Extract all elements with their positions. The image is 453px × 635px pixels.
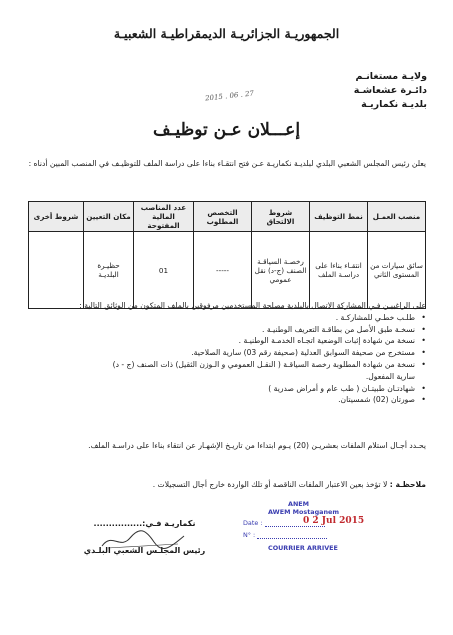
table-row [29, 232, 426, 309]
header-specialty: التخصص المطلوب [194, 202, 252, 232]
list-item: • طلـب خطـي للمشاركـة . [24, 312, 426, 324]
cell-job-title: سائق سيارات من المستوى الثاني [368, 232, 426, 309]
positions-table [28, 201, 426, 309]
cell-conditions: رخصـة السياقـة الصنف (ج-د) نقل عمومي [252, 232, 310, 309]
reception-stamp [243, 500, 373, 556]
stamp-agency-full: AWEM Mostaganem [268, 508, 340, 516]
header-open-positions: عدد المناصب المالية المفتوحة [134, 202, 194, 232]
signature-scribble [98, 528, 188, 552]
signature-place: نكماريـة فـي:................ [93, 519, 196, 528]
cell-other-conditions [29, 232, 84, 309]
list-item: • مستخرج من صحيفة السوابق العدلية (صحيفة رقم 03) سارية الصلاحية. [24, 347, 426, 359]
cell-recruitment-mode: انتقـاء بناءا على دراسـة الملف [310, 232, 368, 309]
list-item: • نسخة من شهادة المطلوبة رخصة السياقـة ( النقـل العمومي و الـوزن الثقيل) ذات الصنف (ج - د) [24, 359, 426, 371]
list-item-continuation: سارية المفعول. [365, 371, 415, 381]
documents-lead: على الراغبيـن فـي المشاركة الاتصال بالبلدية مصلحة المستخدمين مرفوقين بالملف المتكون من الوثائق التالية : [79, 301, 426, 310]
required-documents [24, 300, 426, 406]
note-text: لا تؤخذ بعين الاعتبار الملفات الناقصة أو تلك الواردة خارج أجال التسجيلات . [152, 480, 388, 489]
district-label: دائـرة عشعاشـة [353, 85, 427, 96]
announcement-title: إعـــلان عـن توظيـف [152, 120, 301, 140]
intro-paragraph: يعلن رئيس المجلس الشعبي البلدي لبلديـة نكماريـة عـن فتح انتقـاء بناءا على دراسة الملف للتوظيـف في المنصب المبين أدناه : [28, 159, 426, 168]
province-label: ولايـة مستغانـم [355, 71, 427, 82]
documents-list [24, 312, 426, 406]
republic-heading: الجمهوريـة الجزائريـة الديمقراطيـة الشعبيـة [113, 26, 340, 41]
header-other-conditions: شروط أخرى [29, 202, 84, 232]
stamp-agency: ANEM [288, 500, 310, 508]
stamp-date-value: 0 2 Jul 2015 [303, 516, 365, 526]
list-item: • نسخـة طبق الأصل من بطاقـة التعريف الوطنيـة . [24, 324, 426, 336]
header-location: مكان التعيين [84, 202, 134, 232]
list-item: • نسخة من شهادة إثبات الوضعية اتجـاه الخدمـة الوطنيـة . [24, 335, 426, 347]
cell-location: حظيـرة البلديـة [84, 232, 134, 309]
header-job-title: منصب العمـل [368, 202, 426, 232]
header-conditions: شروط الالتحاق [252, 202, 310, 232]
list-item: • شهادتـان طبيتـان ( طب عام و أمراض صدرية ) [24, 383, 426, 395]
signature-role: رئيس المجلـس الشعبي البلـدي [83, 546, 206, 555]
municipality-label: بلديـة نكماريـة [361, 99, 427, 110]
table-header-row [29, 202, 426, 232]
handwritten-reference: 2015 . 06 . 27 [204, 89, 255, 103]
stamp-date-label: Date : [243, 519, 325, 527]
administrative-header [354, 70, 427, 112]
header-recruitment-mode: نمط التوظيف [310, 202, 368, 232]
cell-open-positions: 01 [134, 232, 194, 309]
note-label: ملاحظـة : [389, 480, 426, 489]
stamp-mail-label: COURRIER ARRIVEE [268, 544, 338, 552]
list-item: • صورتان (02) شمسيتان. [24, 394, 426, 406]
stamp-number-label: N° : [243, 531, 327, 539]
cell-specialty: ----- [194, 232, 252, 309]
note-paragraph [24, 479, 426, 491]
deadline-paragraph: يحـدد أجـال استلام الملفات بعشريـن (20) يـوم ابتداءا من تاريـخ الإشهـار عن انتقاء بناءا على دراسـة الملف. [88, 441, 426, 450]
